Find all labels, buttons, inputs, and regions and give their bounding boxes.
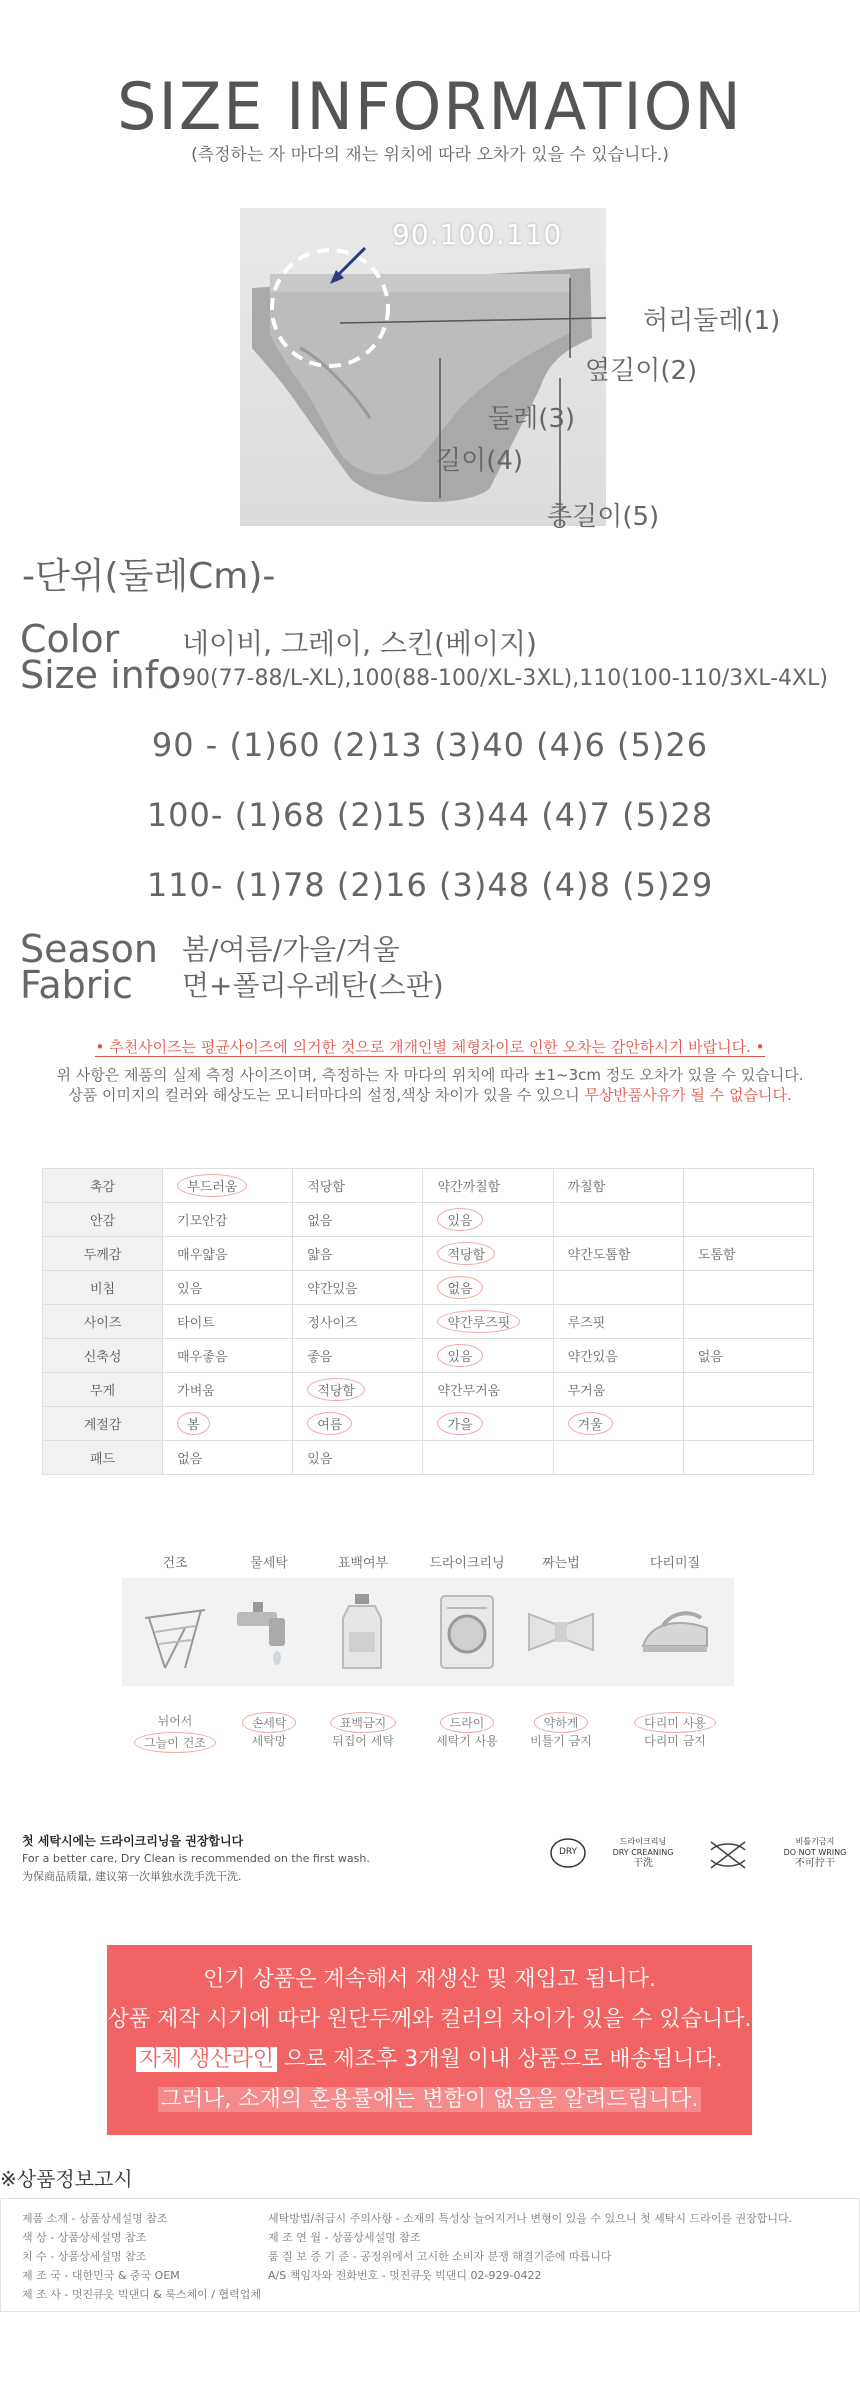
feature-value-selected: 여름 — [307, 1412, 352, 1435]
feature-table — [42, 1168, 814, 1475]
feature-cell — [683, 1237, 813, 1271]
care-option: 뉘어서 — [157, 1714, 193, 1728]
feature-cell — [293, 1373, 423, 1407]
feature-cell — [553, 1169, 683, 1203]
feature-value: 타이트 — [177, 1316, 215, 1331]
product-info-item: 색 상 - 상품상세설명 참조 — [22, 2231, 147, 2244]
feature-value: 기모안감 — [177, 1214, 228, 1229]
feature-row — [43, 1339, 814, 1373]
washing-machine-icon — [427, 1588, 507, 1672]
feature-value-selected: 겨울 — [568, 1412, 613, 1435]
feature-cell — [683, 1203, 813, 1237]
feature-cell — [293, 1441, 423, 1475]
drying-rack-icon — [135, 1588, 215, 1672]
feature-value: 없음 — [307, 1214, 333, 1229]
feature-label: 사이즈 — [43, 1305, 163, 1339]
feature-value-selected: 있음 — [437, 1344, 482, 1367]
feature-value: 약간도톰함 — [567, 1248, 631, 1263]
feature-cell — [423, 1373, 553, 1407]
feature-value-selected: 있음 — [437, 1208, 482, 1231]
feature-value: 없음 — [177, 1452, 203, 1467]
care-option: 세탁기 사용 — [436, 1734, 498, 1748]
product-info-item: 제품 소재 - 상품상세설명 참조 — [22, 2212, 168, 2225]
season-label: Season — [20, 927, 158, 971]
feature-cell — [293, 1407, 423, 1441]
feature-value: 약간있음 — [307, 1282, 358, 1297]
feature-cell — [293, 1305, 423, 1339]
feature-value: 있음 — [177, 1282, 203, 1297]
feature-row — [43, 1203, 814, 1237]
briefs-illustration — [240, 208, 606, 526]
feature-value: 매우좋음 — [177, 1350, 228, 1365]
feature-value-selected: 적당함 — [307, 1378, 365, 1401]
bleach-bottle-icon — [323, 1588, 403, 1672]
feature-cell — [423, 1339, 553, 1373]
measurement-length: 길이(4) — [436, 446, 524, 476]
measurement-row-90: 90 - (1)60 (2)13 (3)40 (4)6 (5)26 — [151, 726, 709, 764]
care-option: 그늘이 건조 — [130, 1732, 220, 1753]
measurement-row-110: 110- (1)78 (2)16 (3)48 (4)8 (5)29 — [146, 866, 714, 904]
feature-cell — [163, 1373, 293, 1407]
color-value: 네이비, 그레이, 스킨(베이지) — [182, 627, 537, 660]
product-info-item: 세탁방법/취급시 주의사항 - 소재의 특성상 늘어지거나 변형이 있을 수 있으니 첫 세탁시 드라이를 권장합니다. — [268, 2212, 793, 2225]
size-tag-label: 90.100.110 — [392, 218, 563, 251]
feature-value: 약간까칠함 — [437, 1180, 501, 1195]
feature-row — [43, 1169, 814, 1203]
feature-value: 가벼움 — [177, 1384, 215, 1399]
feature-cell — [293, 1203, 423, 1237]
color-label: Color — [20, 617, 120, 661]
product-info-item: 제 조 사 - 멋진큐웃 빅댄디 & 룩스체이 / 협력업체 — [22, 2288, 261, 2301]
feature-label: 계절감 — [43, 1407, 163, 1441]
feature-row — [43, 1373, 814, 1407]
feature-value: 매우얇음 — [177, 1248, 228, 1263]
fabric-value: 면+폴리우레탄(스판) — [182, 969, 444, 1002]
banner-line-3: 자체 생산라인 으로 제조후 3개월 이내 상품으로 배송됩니다. — [107, 2042, 752, 2073]
feature-value-selected: 약간루즈핏 — [437, 1310, 520, 1333]
feature-value: 없음 — [697, 1350, 723, 1365]
feature-value-selected: 부드러움 — [177, 1174, 247, 1197]
care-header: 짜는법 — [542, 1556, 580, 1571]
feature-cell — [683, 1305, 813, 1339]
feature-cell — [163, 1169, 293, 1203]
feature-value: 정사이즈 — [307, 1316, 358, 1331]
dry-icon-label: DRY — [558, 1847, 578, 1857]
feature-cell — [163, 1441, 293, 1475]
feature-label: 패드 — [43, 1441, 163, 1475]
dry-cleaning-symbol: 드라이크리닝 DRY CREANING 干洗 — [612, 1837, 674, 1869]
feature-cell — [293, 1237, 423, 1271]
care-option: 표백금지 — [318, 1712, 408, 1733]
feature-cell — [683, 1441, 813, 1475]
product-info-item: 품 질 보 증 기 준 - 공정위에서 고시한 소비자 분쟁 해결기준에 따릅니다 — [268, 2250, 612, 2263]
feature-value-selected: 적당함 — [437, 1242, 495, 1265]
feature-cell — [163, 1305, 293, 1339]
care-header: 물세탁 — [250, 1556, 288, 1571]
feature-cell — [163, 1339, 293, 1373]
feature-cell — [553, 1237, 683, 1271]
measurement-row-100: 100- (1)68 (2)15 (3)44 (4)7 (5)28 — [146, 796, 714, 834]
feature-cell — [553, 1407, 683, 1441]
feature-cell — [423, 1441, 553, 1475]
care-option: 뒤집어 세탁 — [332, 1734, 394, 1748]
feature-label: 두께감 — [43, 1237, 163, 1271]
feature-cell — [163, 1237, 293, 1271]
unit-label: -단위(둘레Cm)- — [22, 556, 276, 597]
no-return-notice: 무상반품사유가 될 수 없습니다. — [584, 1086, 792, 1104]
product-info-item: 제 조 연 월 - 상품상세설명 참조 — [268, 2231, 421, 2244]
feature-value: 약간있음 — [567, 1350, 618, 1365]
feature-cell — [423, 1237, 553, 1271]
product-info-item: A/S 책임자와 전화번호 - 멋진큐웃 빅댄디 02-929-0422 — [268, 2269, 542, 2282]
feature-cell — [553, 1373, 683, 1407]
feature-value: 약간무거움 — [437, 1384, 501, 1399]
color-notice: 상품 이미지의 컬러와 해상도는 모니터마다의 설정,색상 차이가 있을 수 있으니 무상반품사유가 될 수 없습니다. — [68, 1086, 792, 1104]
season-value: 봄/여름/가을/겨울 — [182, 933, 400, 966]
measurement-notice: 위 사항은 제품의 실제 측정 사이즈이며, 측정하는 자 마다의 위치에 따라 ±1~3cm 정도 오차가 있을 수 있습니다. — [56, 1066, 804, 1084]
size-recommend-notice: • 추천사이즈는 평균사이즈에 의거한 것으로 개개인별 체형차이로 인한 오차는 감안하시기 바랍니다. • — [95, 1038, 765, 1056]
banner-line-2: 상품 제작 시기에 따라 원단두께와 컬러의 차이가 있을 수 있습니다. — [107, 2007, 752, 2032]
no-wring-symbol: 비틀기금지 DO NOT WRING 不可拧干 — [783, 1837, 847, 1869]
page-title: SIZE INFORMATION — [117, 68, 743, 145]
iron-icon — [635, 1588, 715, 1672]
feature-row — [43, 1305, 814, 1339]
product-info-item: 치 수 - 상품상세설명 참조 — [22, 2250, 147, 2263]
care-header: 건조 — [162, 1556, 188, 1571]
feature-label: 안감 — [43, 1203, 163, 1237]
care-option: 비틀기 금지 — [530, 1734, 592, 1748]
feature-label: 촉감 — [43, 1169, 163, 1203]
feature-cell — [683, 1407, 813, 1441]
feature-value-selected: 봄 — [177, 1412, 210, 1435]
feature-cell — [553, 1203, 683, 1237]
measurement-waist: 허리둘레(1) — [643, 306, 781, 336]
feature-cell — [683, 1339, 813, 1373]
feature-cell — [423, 1305, 553, 1339]
feature-row — [43, 1237, 814, 1271]
care-option: 세탁망 — [251, 1734, 287, 1748]
measurement-circumference: 둘레(3) — [488, 404, 576, 434]
feature-cell — [683, 1373, 813, 1407]
feature-cell — [553, 1339, 683, 1373]
feature-value: 루즈핏 — [567, 1316, 606, 1331]
feature-value-selected: 가을 — [437, 1412, 482, 1435]
feature-value: 얇음 — [307, 1248, 333, 1263]
no-wring-icon — [705, 1838, 751, 1872]
care-option: 손세탁 — [224, 1712, 314, 1733]
care-option: 다리미 금지 — [644, 1734, 706, 1748]
dry-clean-note: 첫 세탁시에는 드라이크리닝을 권장합니다 For a better care, Dry Clean is recommended on the first wash. 为保商品质量, 建议第一次単独水洗手洗干洗. — [22, 1834, 370, 1883]
faucet-icon — [229, 1588, 309, 1672]
feature-cell — [423, 1203, 553, 1237]
care-header: 드라이크리닝 — [429, 1556, 505, 1571]
feature-value-selected: 없음 — [437, 1276, 482, 1299]
product-photo — [240, 208, 606, 526]
feature-cell — [163, 1271, 293, 1305]
feature-value: 좋음 — [307, 1350, 333, 1365]
feature-row — [43, 1407, 814, 1441]
feature-cell — [293, 1271, 423, 1305]
size-info-label: Size info — [20, 653, 182, 697]
feature-label: 무게 — [43, 1373, 163, 1407]
product-info-title: ※상품정보고시 — [0, 2167, 133, 2191]
care-header: 표백여부 — [337, 1556, 389, 1571]
fabric-label: Fabric — [20, 963, 133, 1007]
banner-line-4: 그러나, 소재의 혼용률에는 변함이 없음을 알려드립니다. — [107, 2082, 752, 2113]
feature-cell — [683, 1169, 813, 1203]
care-option: 약하게 — [516, 1712, 606, 1733]
wring-icon — [521, 1588, 601, 1672]
measurement-side-length: 옆길이(2) — [585, 356, 698, 386]
banner-line-1: 인기 상품은 계속해서 재생산 및 재입고 됩니다. — [203, 1967, 656, 1992]
feature-cell — [423, 1407, 553, 1441]
care-header: 다리미질 — [649, 1556, 701, 1571]
care-option: 드라이 — [422, 1712, 512, 1733]
feature-label: 비침 — [43, 1271, 163, 1305]
feature-value: 도톰함 — [697, 1248, 736, 1263]
feature-cell — [553, 1441, 683, 1475]
feature-value: 있음 — [307, 1452, 333, 1467]
feature-label: 신축성 — [43, 1339, 163, 1373]
page-subtitle: (측정하는 자 마다의 재는 위치에 따라 오차가 있을 수 있습니다.) — [191, 145, 669, 165]
feature-cell — [683, 1271, 813, 1305]
measurement-total-length: 총길이(5) — [547, 502, 660, 532]
feature-value: 까칠함 — [567, 1180, 606, 1195]
feature-value: 적당함 — [307, 1180, 345, 1195]
feature-cell — [553, 1271, 683, 1305]
feature-cell — [163, 1203, 293, 1237]
feature-cell — [293, 1169, 423, 1203]
feature-cell — [423, 1169, 553, 1203]
feature-row — [43, 1441, 814, 1475]
feature-row — [43, 1271, 814, 1305]
feature-cell — [163, 1407, 293, 1441]
feature-cell — [553, 1305, 683, 1339]
feature-value: 무거움 — [567, 1384, 606, 1399]
care-option: 다리미 사용 — [630, 1712, 720, 1733]
feature-cell — [293, 1339, 423, 1373]
size-info-value: 90(77-88/L-XL),100(88-100/XL-3XL),110(100-110/3XL-4XL) — [182, 666, 828, 691]
product-info-item: 제 조 국 - 대한민국 & 중국 OEM — [22, 2269, 180, 2282]
feature-cell — [423, 1271, 553, 1305]
